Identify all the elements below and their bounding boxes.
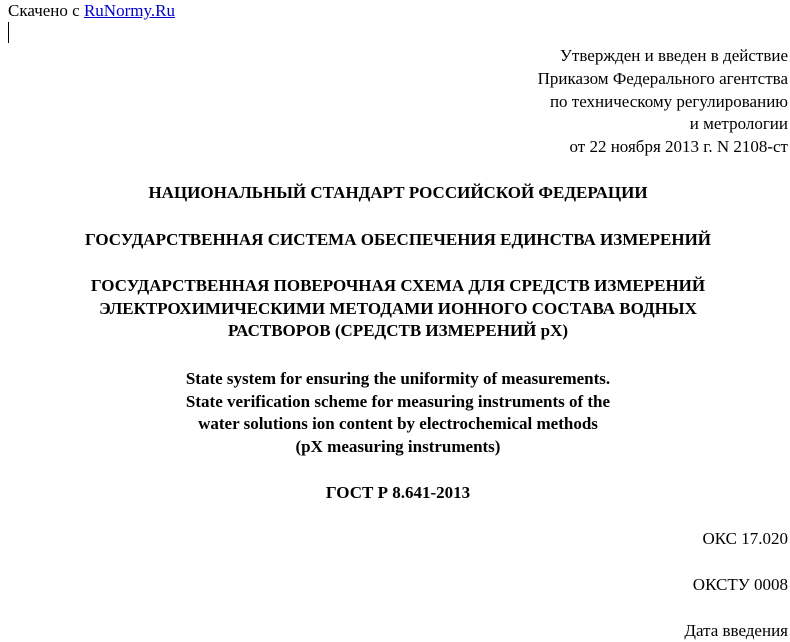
english-title-line: water solutions ion content by electrochemical methods bbox=[198, 414, 598, 433]
english-title bbox=[0, 368, 790, 458]
okstu-code: ОКСТУ 0008 bbox=[692, 575, 788, 594]
download-source-line bbox=[8, 1, 175, 21]
approval-block bbox=[538, 45, 788, 159]
scheme-heading-line: РАСТВОРОВ (СРЕДСТВ ИЗМЕРЕНИЙ pX) bbox=[227, 321, 569, 340]
scheme-heading-line: ЭЛЕКТРОХИМИЧЕСКИМИ МЕТОДАМИ ИОННОГО СОСТАВА ВОДНЫХ bbox=[99, 298, 697, 318]
approval-line: Приказом Федерального агентства bbox=[537, 68, 788, 88]
english-title-line: (pX measuring instruments) bbox=[295, 436, 501, 456]
download-source-prefix: Скачено с bbox=[8, 1, 84, 20]
english-title-line: State verification scheme for measuring instruments of the bbox=[185, 391, 611, 411]
approval-line: и метрологии bbox=[689, 114, 788, 134]
runormy-link[interactable]: RuNormy.Ru bbox=[83, 1, 175, 20]
verification-scheme-heading bbox=[0, 275, 790, 343]
english-title-line: State system for ensuring the uniformity of measurements. bbox=[185, 369, 611, 388]
gost-designation: ГОСТ Р 8.641-2013 bbox=[325, 483, 471, 502]
text-cursor bbox=[8, 22, 9, 43]
approval-line: Утвержден и введен в действие bbox=[559, 46, 788, 65]
oks-code: ОКС 17.020 bbox=[702, 529, 788, 548]
approval-line: от 22 ноября 2013 г. N 2108-ст bbox=[569, 137, 788, 157]
scheme-heading-line: ГОСУДАРСТВЕННАЯ ПОВЕРОЧНАЯ СХЕМА ДЛЯ СРЕДСТВ ИЗМЕРЕНИЙ bbox=[90, 276, 706, 295]
national-standard-heading: НАЦИОНАЛЬНЫЙ СТАНДАРТ РОССИЙСКОЙ ФЕДЕРАЦИИ bbox=[148, 183, 648, 202]
intro-date-label: Дата введения bbox=[684, 621, 788, 640]
approval-line: по техническому регулированию bbox=[549, 91, 788, 111]
state-system-heading: ГОСУДАРСТВЕННАЯ СИСТЕМА ОБЕСПЕЧЕНИЯ ЕДИНСТВА ИЗМЕРЕНИЙ bbox=[84, 230, 712, 249]
